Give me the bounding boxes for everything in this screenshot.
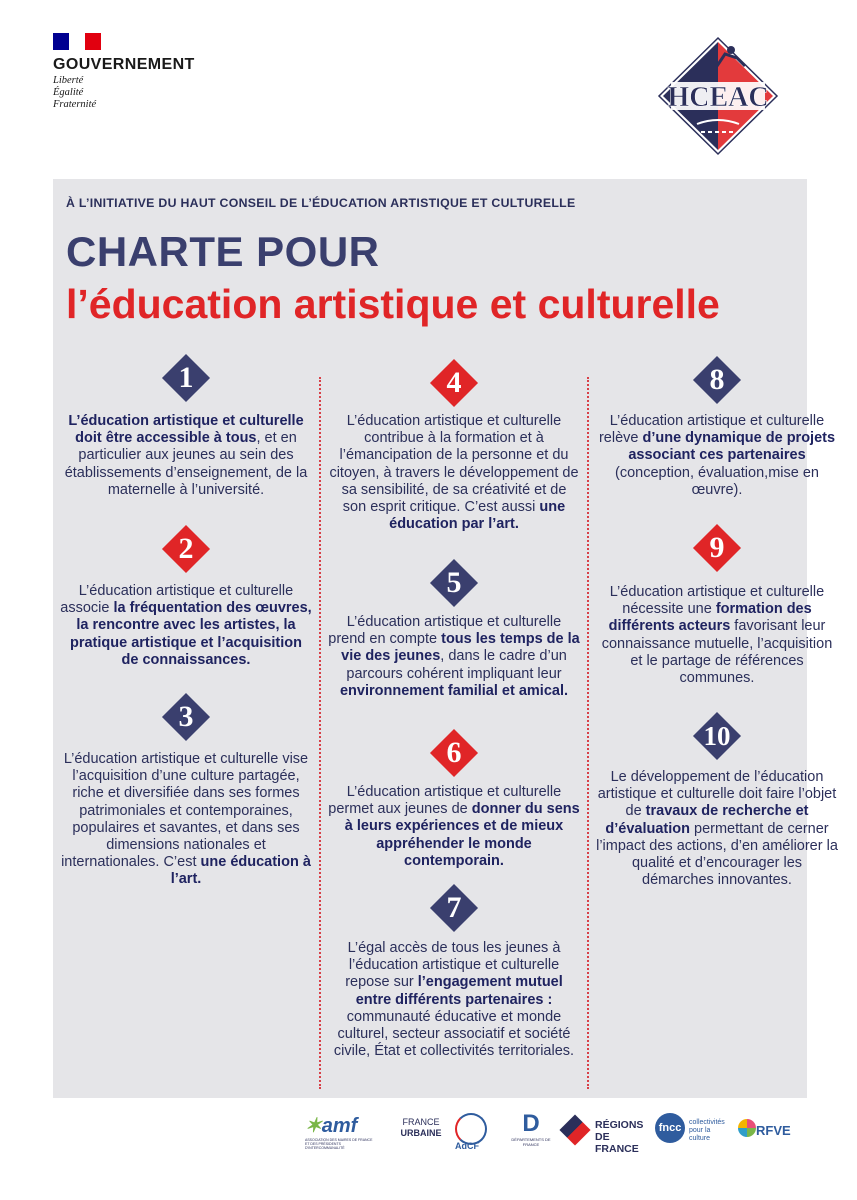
- hceac-logo: [657, 36, 779, 156]
- item-number: 6: [446, 736, 462, 769]
- item-text: L’éducation artistique et culturelle doit être accessible à tous, et en particulier aux jeunes au sein des établissements d’enseignement, de la maternelle à l’université.: [64, 413, 308, 498]
- item-number: 5: [446, 566, 462, 599]
- item-text: L’éducation artistique et culturelle relève d’une dynamique de projets associant ces partenaires (conception, évaluation,mise en œuvre).: [598, 413, 836, 498]
- item-text: L’éducation artistique et culturelle contribue à la formation et à l’émancipation de la personne et du citoyen, à travers le développement de sa sensibilité, de sa créativité et de son esprit critique. C’est aussi une éducation par l’art.: [329, 413, 579, 533]
- column-divider-1: [319, 377, 321, 1089]
- item-text: L’éducation artistique et culturelle prend en compte tous les temps de la vie des jeunes, dans le cadre d’un parcours cohérent impliquant leur environnement familial et amical.: [328, 614, 580, 699]
- item-number: 9: [709, 531, 725, 564]
- initiative-banner: À L’INITIATIVE DU HAUT CONSEIL DE L’ÉDUCATION ARTISTIQUE ET CULTURELLE: [66, 196, 576, 210]
- item-text: L’éducation artistique et culturelle vise l’acquisition d’une culture partagée, riche et diversifiée dans ses formes patrimoniales et contemporaines, populaires et savantes, et dans ses dimensions nationales et internationales. C’est une éducation à l’art.: [61, 751, 311, 888]
- partner-logo-adcf: AdCF: [455, 1113, 497, 1151]
- item-text: Le développement de l’éducation artistique et culturelle doit faire l’objet de travaux de recherche et d’évaluation permettant de cerner l’impact des actions, d’en améliorer la qualité et d’encourager les démarches innovantes.: [596, 769, 838, 889]
- partner-logo-france-urbaine: FRANCE URBAINE: [400, 1117, 442, 1138]
- item-number: 4: [446, 366, 462, 399]
- french-flag-icon: [53, 33, 101, 50]
- item-number: 1: [178, 361, 194, 394]
- item-number: 2: [178, 532, 194, 565]
- rfve-leaf-icon: [738, 1119, 756, 1137]
- partner-logo-amf: ✶amf ASSOCIATION DES MAIRES DE FRANCE ET DES PRÉSIDENTS D'INTERCOMMUNALITÉ: [305, 1115, 373, 1150]
- page-title-line1: CHARTE POUR: [66, 228, 380, 275]
- item-text: L’éducation artistique et culturelle associe la fréquentation des œuvres, la rencontre avec les artistes, la pratique artistique et l’acquisition de connaissances.: [60, 583, 312, 668]
- item-number: 3: [178, 700, 194, 733]
- column-divider-2: [587, 377, 589, 1089]
- government-name: GOUVERNEMENT: [53, 56, 195, 73]
- item-number: 10: [703, 721, 731, 751]
- partner-logos: ✶amf ASSOCIATION DES MAIRES DE FRANCE ET DES PRÉSIDENTS D'INTERCOMMUNALITÉ FRANCE URBAINE AdCF D DÉPARTEMENTS DE FRANCE RÉGIONS DE FRANCE fncc collectivités pour la culture RFVE: [305, 1110, 791, 1155]
- hceac-logo-text: HCEAC: [667, 82, 769, 113]
- item-number: 7: [446, 891, 462, 924]
- item-text: L’éducation artistique et culturelle permet aux jeunes de donner du sens à leurs expériences et de mieux appréhender le monde contemporain.: [328, 784, 580, 869]
- regions-diamond-icon: [559, 1114, 590, 1145]
- item-text: L’éducation artistique et culturelle nécessite une formation des différents acteurs favorisant leur connaissance mutuelle, l’acquisition et le partage de références communes.: [601, 584, 833, 687]
- item-text: L’égal accès de tous les jeunes à l’éducation artistique et culturelle repose sur l’engagement mutuel entre différents partenaires : communauté éducative et monde culturel, secteur associatif et société civile, État et collectivités territoriales.: [333, 940, 575, 1060]
- partner-logo-departements: D DÉPARTEMENTS DE FRANCE: [511, 1110, 551, 1147]
- motto: Liberté Égalité Fraternité: [53, 75, 97, 110]
- item-number: 8: [709, 363, 725, 396]
- page-title-line2: l’éducation artistique et culturelle: [66, 281, 720, 327]
- government-logo: [53, 33, 195, 111]
